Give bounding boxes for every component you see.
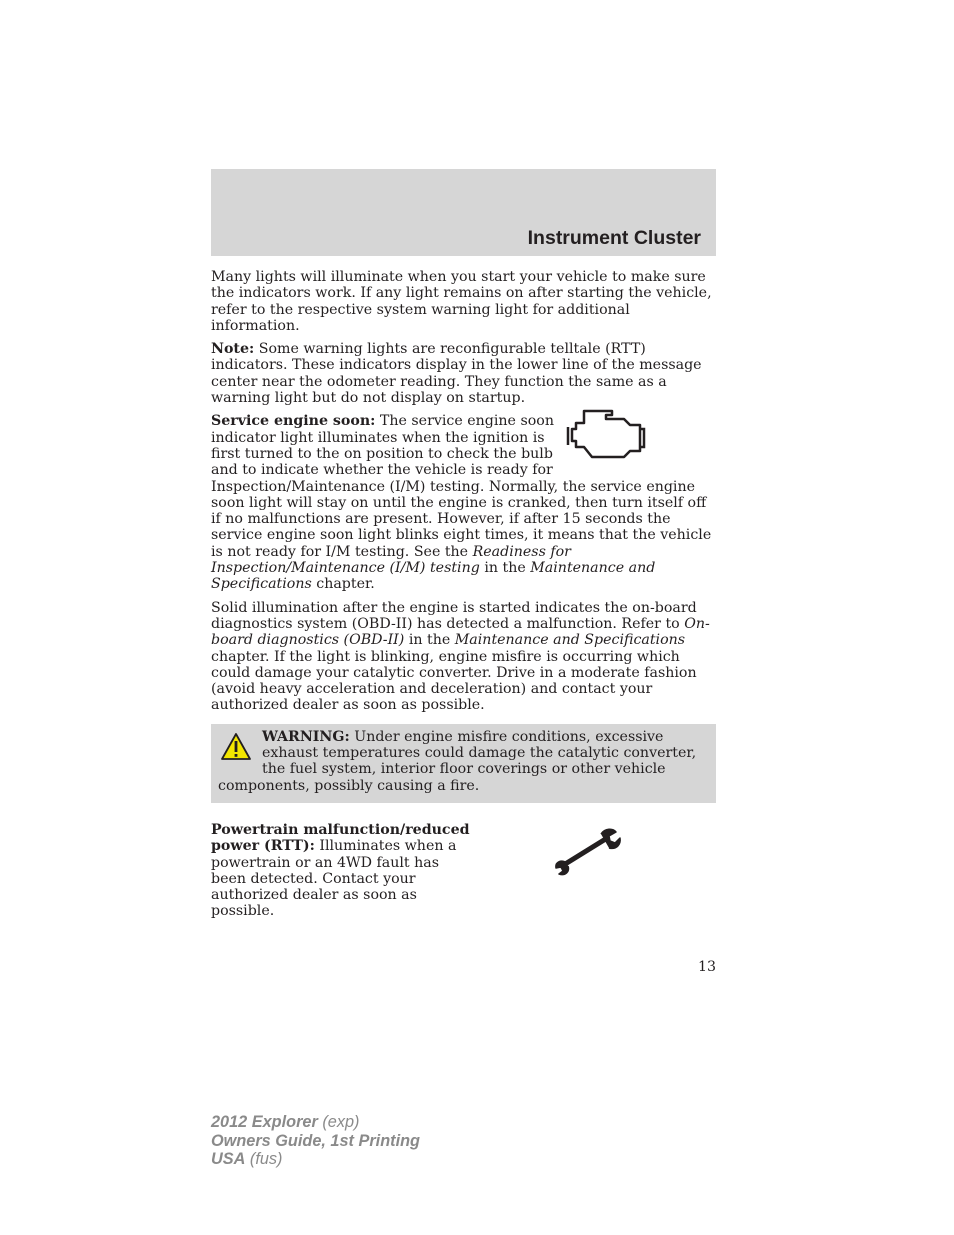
footer-market-code: (fus) (245, 1150, 283, 1169)
solid-illumination-paragraph (211, 600, 716, 714)
section-title: Instrument Cluster (527, 227, 701, 249)
service-engine-text: The service engine soon indicator light illuminates when the ignition is first turned to the on position to check the bulb and to indicate whether the vehicle is ready for Inspection/Maintenance (I/M) testing. Normally, the service engine soon light will stay on until the engine is cranked, then turn itself off if no malfunctions are present. However, if after 15 seconds the service engine soon light blinks eight times, it means that the vehicle is not ready for I/M testing. See the (211, 413, 712, 560)
powertrain-text: Illuminates when a powertrain or an 4WD fault has been detected. Contact your authorized dealer as soon as possible. (211, 838, 457, 920)
service-engine-paragraph (211, 413, 716, 592)
powertrain-section (211, 822, 716, 920)
section-header (211, 169, 716, 256)
service-engine-text-3: chapter. (311, 576, 375, 593)
check-engine-icon (566, 407, 646, 459)
note-paragraph (211, 341, 716, 406)
main-content (211, 269, 716, 803)
maintenance-reference: Maintenance and Specifications (211, 560, 656, 593)
footer-model: 2012 Explorer (211, 1113, 318, 1131)
footer-market: USA (211, 1150, 246, 1169)
footer-guide: Owners Guide, 1st Printing (211, 1131, 420, 1150)
solid-text-2: in the (404, 632, 455, 649)
maintenance-reference-2: Maintenance and Specifications (454, 632, 686, 649)
solid-text-1: Solid illumination after the engine is started indicates the on-board diagnostics system (OBD-II) has detected a malfunction. Refer to (211, 599, 697, 632)
service-engine-text-2: in the (479, 560, 531, 577)
intro-paragraph: Many lights will illuminate when you start your vehicle to make sure the indicators work. If any light remains on after starting the vehicle, refer to the respective system warning light for additional information. (211, 269, 712, 334)
page-number: 13 (697, 959, 716, 975)
warning-text: Under engine misfire conditions, excessive exhaust temperatures could damage the catalytic converter, the fuel system, interior floor coverings or other vehicle components, possibly causing a fire. (218, 728, 697, 794)
footer-line-3 (211, 1150, 420, 1169)
note-label: Note: (211, 341, 255, 358)
obd-reference: On-board diagnostics (OBD-II) (211, 615, 710, 649)
document-footer (211, 1113, 420, 1169)
warning-triangle-icon (220, 732, 252, 762)
solid-text-3: chapter. If the light is blinking, engine misfire is occurring which could damage your catalytic converter. Drive in a moderate fashion (avoid heavy acceleration and deceleration) and contact your authorized dealer as soon as possible. (211, 648, 697, 714)
footer-model-code: (exp) (317, 1113, 360, 1131)
footer-line-2 (211, 1132, 420, 1151)
powertrain-paragraph (211, 822, 476, 920)
powertrain-label: Powertrain malfunction/reduced power (RTT): (211, 822, 470, 855)
warning-box (211, 724, 716, 803)
im-testing-reference: Readiness for Inspection/Maintenance (I/M) testing (211, 543, 571, 577)
wrench-icon (553, 826, 623, 876)
service-engine-label: Service engine soon: (211, 413, 376, 430)
warning-label: WARNING: (262, 728, 350, 745)
note-text: Some warning lights are reconfigurable telltale (RTT) indicators. These indicators display in the lower line of the message center near the odometer reading. They function the same as a warning light but do not display on startup. (211, 341, 702, 407)
footer-line-1 (211, 1113, 420, 1132)
